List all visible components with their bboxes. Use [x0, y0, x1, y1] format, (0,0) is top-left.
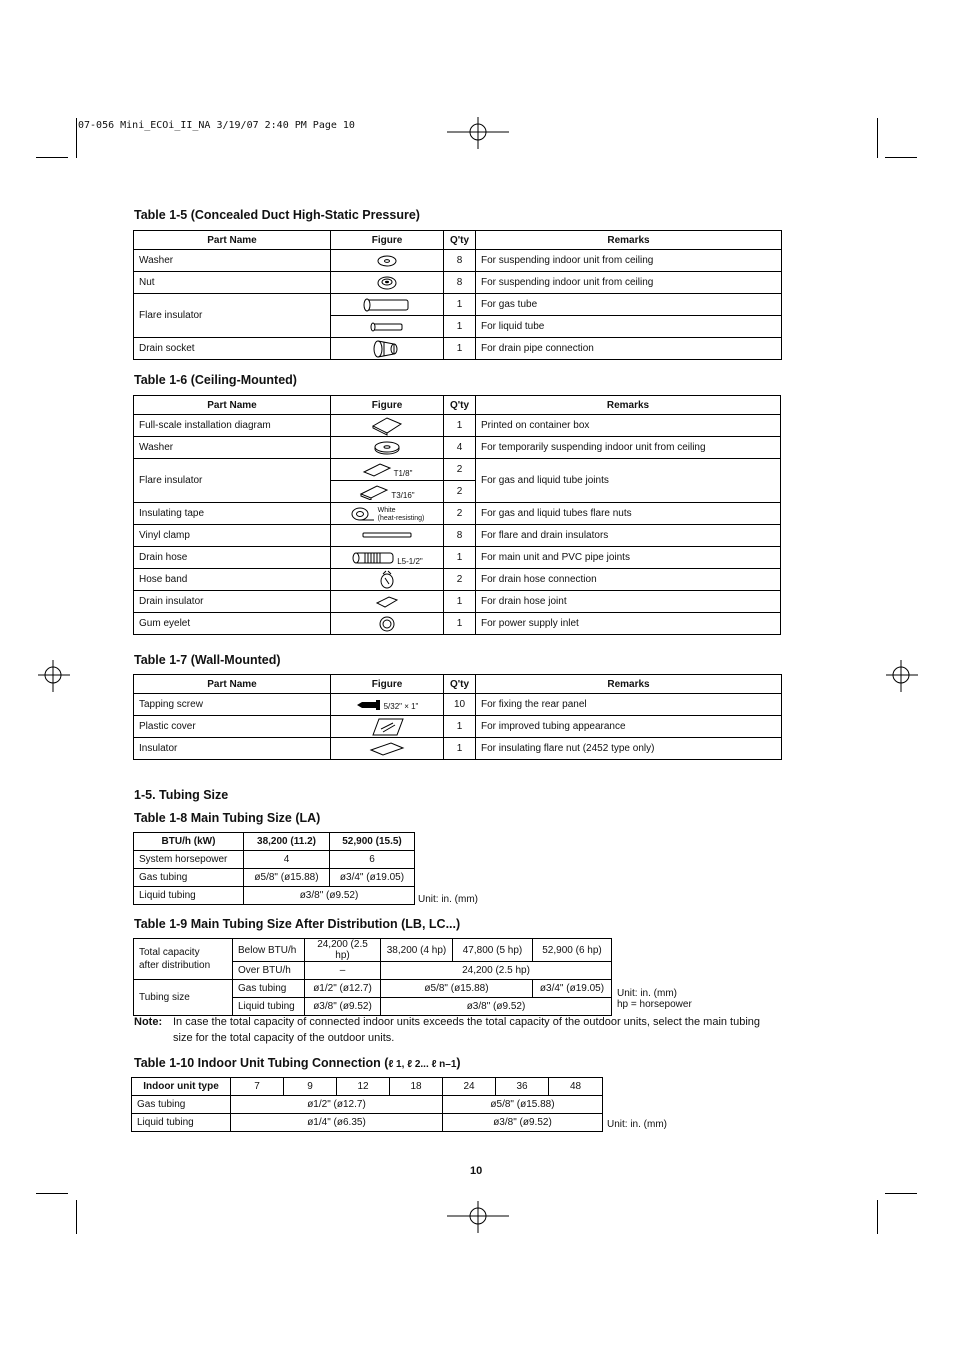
- column-header: 52,900 (15.5): [330, 833, 415, 851]
- hp-note: hp = horsepower: [617, 999, 692, 1010]
- column-header: 24: [443, 1078, 496, 1096]
- part-name: Gum eyelet: [134, 613, 331, 635]
- remarks: For gas and liquid tubes flare nuts: [476, 503, 781, 525]
- qty: 1: [444, 738, 476, 760]
- column-header: Part Name: [134, 675, 331, 694]
- column-header: Remarks: [476, 396, 781, 415]
- cell: ø1/2" (ø12.7): [231, 1096, 443, 1114]
- registration-mark-right: [886, 660, 918, 692]
- column-header: 36: [496, 1078, 549, 1096]
- table-row: [134, 887, 415, 905]
- part-name: Flare insulator: [134, 459, 331, 503]
- row-label: System horsepower: [134, 851, 244, 869]
- cell: 24,200 (2.5 hp): [305, 939, 381, 962]
- table-header-row: [132, 1078, 603, 1096]
- tapping-screw-icon: [331, 694, 444, 716]
- cell: 38,200 (4 hp): [381, 939, 453, 962]
- column-header: Figure: [331, 231, 444, 250]
- row-label: Liquid tubing: [233, 998, 305, 1016]
- part-name: Washer: [134, 250, 331, 272]
- part-name: Washer: [134, 437, 331, 459]
- row-label: Liquid tubing: [134, 887, 244, 905]
- part-name: Flare insulator: [134, 294, 331, 338]
- table-1-10-title: [134, 1056, 461, 1070]
- table-row: [134, 294, 782, 316]
- flare-insulator-icon: [331, 459, 444, 481]
- part-name: Drain insulator: [134, 591, 331, 613]
- part-name: Vinyl clamp: [134, 525, 331, 547]
- part-name: Full-scale installation diagram: [134, 415, 331, 437]
- row-label: Tubing size: [134, 980, 233, 1016]
- qty: 1: [444, 316, 476, 338]
- cell: 47,800 (5 hp): [453, 939, 533, 962]
- qty: 2: [444, 569, 476, 591]
- cell: ø3/8" (ø9.52): [305, 998, 381, 1016]
- table-row: [134, 980, 612, 998]
- row-label: Below BTU/h: [233, 939, 305, 962]
- qty: 1: [444, 294, 476, 316]
- remarks: For suspending indoor unit from ceiling: [476, 272, 782, 294]
- remarks: For drain pipe connection: [476, 338, 782, 360]
- qty: 1: [444, 591, 476, 613]
- column-header: Figure: [331, 675, 444, 694]
- column-header: Figure: [331, 396, 444, 415]
- table-row: [134, 939, 612, 962]
- table-1-6-title: Table 1-6 (Ceiling-Mounted): [134, 373, 297, 387]
- column-header: Q'ty: [444, 231, 476, 250]
- table-1-9: [133, 938, 612, 1016]
- remarks: For drain hose connection: [476, 569, 781, 591]
- remarks: For fixing the rear panel: [476, 694, 782, 716]
- registration-mark-top: [447, 117, 509, 149]
- remarks: For insulating flare nut (2452 type only): [476, 738, 782, 760]
- figure-label: White (heat-resisting): [377, 506, 425, 522]
- section-title: 1-5. Tubing Size: [134, 788, 229, 802]
- vinyl-clamp-icon: [331, 525, 444, 547]
- print-slug: 07-056 Mini_ECOi_II_NA 3/19/07 2:40 PM Page 10: [78, 120, 355, 131]
- cell: ø3/8" (ø9.52): [244, 887, 415, 905]
- flare-insulator-liquid-icon: [331, 316, 444, 338]
- column-header: Remarks: [476, 675, 782, 694]
- note-label: Note:: [134, 1016, 163, 1028]
- registration-mark-left: [38, 660, 70, 692]
- part-name: Drain hose: [134, 547, 331, 569]
- table-1-8: [133, 832, 415, 905]
- cell: ø5/8" (ø15.88): [244, 869, 330, 887]
- column-header: 38,200 (11.2): [244, 833, 330, 851]
- flare-insulator-gas-icon: [331, 294, 444, 316]
- table-row: [134, 738, 782, 760]
- remarks: For improved tubing appearance: [476, 716, 782, 738]
- table-row: [134, 503, 781, 525]
- qty: 10: [444, 694, 476, 716]
- cell: 24,200 (2.5 hp): [381, 962, 612, 980]
- table-1-9-title: Table 1-9 Main Tubing Size After Distribution (LB, LC...): [134, 917, 461, 931]
- row-label: Gas tubing: [134, 869, 244, 887]
- part-name: Drain socket: [134, 338, 331, 360]
- row-label: Over BTU/h: [233, 962, 305, 980]
- column-header: Part Name: [134, 396, 331, 415]
- figure-label: T3/16": [391, 490, 415, 500]
- remarks: For drain hose joint: [476, 591, 781, 613]
- note-text: In case the total capacity of connected indoor units exceeds the total capacity of the outdoor units, select the main tubing size for the total capacity of the outdoor units.: [173, 1016, 761, 1044]
- table-row: [134, 272, 782, 294]
- drain-insulator-icon: [331, 591, 444, 613]
- part-name: Insulator: [134, 738, 331, 760]
- plastic-cover-icon: [331, 716, 444, 738]
- table-row: [134, 716, 782, 738]
- remarks: For gas tube: [476, 294, 782, 316]
- insulator-icon: [331, 738, 444, 760]
- column-header: Remarks: [476, 231, 782, 250]
- washer-icon: [331, 250, 444, 272]
- table-1-6: [133, 395, 781, 635]
- washer-icon: [331, 437, 444, 459]
- figure-label: 5/32" × 1": [383, 701, 419, 711]
- qty: 1: [444, 716, 476, 738]
- nut-icon: [331, 272, 444, 294]
- cell: ø3/8" (ø9.52): [443, 1114, 603, 1132]
- qty: 1: [444, 547, 476, 569]
- table-row: [134, 437, 781, 459]
- table-row: [134, 613, 781, 635]
- table-row: [134, 569, 781, 591]
- remarks: For gas and liquid tube joints: [476, 459, 781, 503]
- table-row: [134, 694, 782, 716]
- cell: 4: [244, 851, 330, 869]
- qty: 8: [444, 272, 476, 294]
- table-1-8-title: Table 1-8 Main Tubing Size (LA): [134, 811, 321, 825]
- unit-label: Unit: in. (mm): [617, 988, 677, 999]
- gum-eyelet-icon: [331, 613, 444, 635]
- qty: 8: [444, 250, 476, 272]
- row-label: Gas tubing: [233, 980, 305, 998]
- remarks: For power supply inlet: [476, 613, 781, 635]
- row-label: Gas tubing: [132, 1096, 231, 1114]
- qty: 1: [444, 338, 476, 360]
- figure-label: L5-1/2": [397, 556, 423, 566]
- qty: 2: [444, 481, 476, 503]
- table-row: [132, 1096, 603, 1114]
- table-row: [134, 591, 781, 613]
- table-row: [132, 1114, 603, 1132]
- unit-label: Unit: in. (mm): [607, 1119, 667, 1130]
- drain-hose-icon: [331, 547, 444, 569]
- table-row: [134, 459, 781, 481]
- part-name: Nut: [134, 272, 331, 294]
- remarks: For main unit and PVC pipe joints: [476, 547, 781, 569]
- part-name: Tapping screw: [134, 694, 331, 716]
- part-name: Hose band: [134, 569, 331, 591]
- qty: 2: [444, 503, 476, 525]
- remarks: For flare and drain insulators: [476, 525, 781, 547]
- column-header: 7: [231, 1078, 284, 1096]
- part-name: Insulating tape: [134, 503, 331, 525]
- qty: 2: [444, 459, 476, 481]
- table-1-7-title: Table 1-7 (Wall-Mounted): [134, 653, 281, 667]
- qty: 8: [444, 525, 476, 547]
- unit-label: Unit: in. (mm): [418, 894, 478, 905]
- table-1-10-title-end: ): [456, 1056, 461, 1070]
- table-1-5: [133, 230, 782, 360]
- qty: 1: [444, 613, 476, 635]
- cell: ø5/8" (ø15.88): [443, 1096, 603, 1114]
- cell: ø1/2" (ø12.7): [305, 980, 381, 998]
- cell: 52,900 (6 hp): [533, 939, 612, 962]
- qty: 4: [444, 437, 476, 459]
- table-row: [134, 525, 781, 547]
- remarks: For liquid tube: [476, 316, 782, 338]
- table-row: [134, 851, 415, 869]
- cell: 6: [330, 851, 415, 869]
- column-header: Q'ty: [444, 675, 476, 694]
- cell: ø3/4" (ø19.05): [330, 869, 415, 887]
- insulating-tape-icon: [331, 503, 444, 525]
- table-header-row: [134, 231, 782, 250]
- table-row: [134, 338, 782, 360]
- table-1-10: [131, 1077, 603, 1132]
- cell: –: [305, 962, 381, 980]
- table-row: [134, 415, 781, 437]
- table-1-5-title: Table 1-5 (Concealed Duct High-Static Pressure): [134, 208, 420, 222]
- cell: ø1/4" (ø6.35): [231, 1114, 443, 1132]
- installation-diagram-icon: [331, 415, 444, 437]
- column-header: 18: [390, 1078, 443, 1096]
- table-1-7: [133, 674, 782, 760]
- column-header: 9: [284, 1078, 337, 1096]
- column-header: Indoor unit type: [132, 1078, 231, 1096]
- column-header: BTU/h (kW): [134, 833, 244, 851]
- drain-socket-icon: [331, 338, 444, 360]
- flare-insulator-icon: [331, 481, 444, 503]
- table-header-row: [134, 396, 781, 415]
- figure-label: T1/8": [393, 468, 413, 478]
- table-row: [134, 869, 415, 887]
- part-name: Plastic cover: [134, 716, 331, 738]
- cell: ø3/4" (ø19.05): [533, 980, 612, 998]
- column-header: 12: [337, 1078, 390, 1096]
- column-header: 48: [549, 1078, 603, 1096]
- column-header: Q'ty: [444, 396, 476, 415]
- table-row: [134, 547, 781, 569]
- qty: 1: [444, 415, 476, 437]
- remarks: For suspending indoor unit from ceiling: [476, 250, 782, 272]
- table-1-10-title-vars: ℓ 1, ℓ 2... ℓ n–1: [388, 1059, 457, 1070]
- row-label: Liquid tubing: [132, 1114, 231, 1132]
- page-number: 10: [470, 1165, 483, 1177]
- table-1-10-title-text: Table 1-10 Indoor Unit Tubing Connection (: [134, 1056, 389, 1070]
- note: [134, 1014, 774, 1046]
- table-header-row: [134, 675, 782, 694]
- table-row: [134, 250, 782, 272]
- cell: ø3/8" (ø9.52): [381, 998, 612, 1016]
- cell: ø5/8" (ø15.88): [381, 980, 533, 998]
- row-label: Total capacity after distribution: [134, 939, 233, 980]
- remarks: For temporarily suspending indoor unit from ceiling: [476, 437, 781, 459]
- remarks: Printed on container box: [476, 415, 781, 437]
- registration-mark-bottom: [447, 1201, 509, 1233]
- hose-band-icon: [331, 569, 444, 591]
- column-header: Part Name: [134, 231, 331, 250]
- table-header-row: [134, 833, 415, 851]
